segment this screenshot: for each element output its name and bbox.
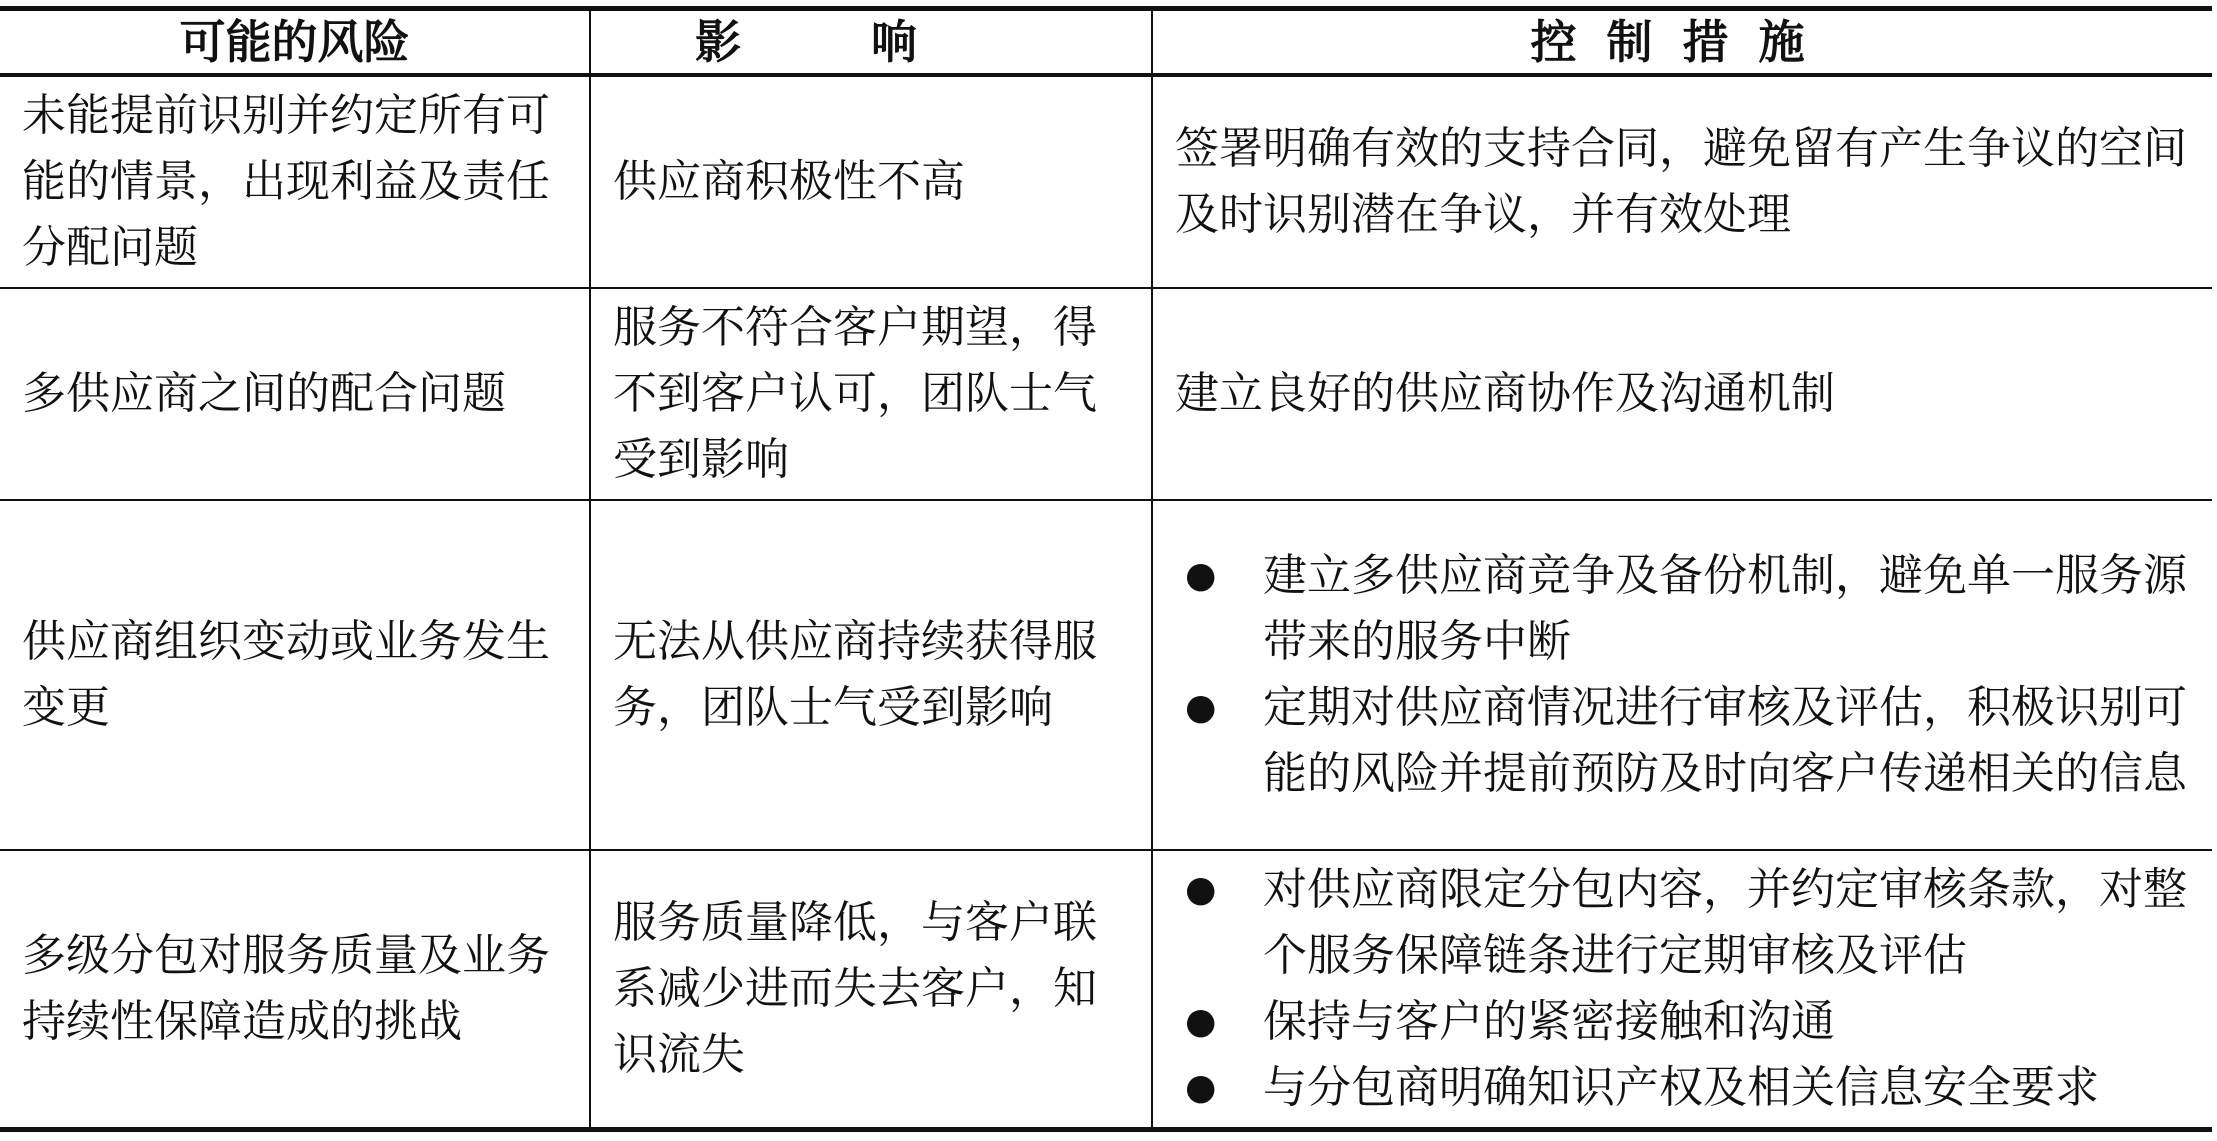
table-row: [0, 75, 2212, 288]
bullet-dot-icon: ●: [1185, 1067, 1217, 1108]
table-row: [0, 500, 2212, 850]
risk-cell: 多级分包对服务质量及业务持续性保障造成的挑战: [0, 850, 590, 1130]
list-item: [1175, 857, 2190, 989]
list-item: [1175, 675, 2190, 807]
bullet-dot-icon: ●: [1185, 687, 1217, 728]
control-cell: 建立良好的供应商协作及沟通机制: [1152, 288, 2212, 500]
control-cell: [1152, 850, 2212, 1130]
list-item-text: 保持与客户的紧密接触和沟通: [1263, 996, 1835, 1047]
table-header-row: [0, 9, 2212, 76]
impact-cell: 服务质量降低，与客户联系减少进而失去客户，知识流失: [590, 850, 1152, 1130]
risk-cell: 供应商组织变动或业务发生变更: [0, 500, 590, 850]
list-item-text: 与分包商明确知识产权及相关信息安全要求: [1263, 1062, 2099, 1113]
header-impact: 影响: [590, 9, 1152, 76]
list-item: [1175, 989, 2190, 1055]
header-risk: 可能的风险: [0, 9, 590, 76]
bullet-dot-icon: ●: [1185, 555, 1217, 596]
risk-cell: 多供应商之间的配合问题: [0, 288, 590, 500]
control-cell: 签署明确有效的支持合同，避免留有产生争议的空间及时识别潜在争议，并有效处理: [1152, 75, 2212, 288]
impact-cell: 服务不符合客户期望，得不到客户认可，团队士气受到影响: [590, 288, 1152, 500]
list-item-text: 定期对供应商情况进行审核及评估，积极识别可能的风险并提前预防及时向客户传递相关的信息: [1263, 682, 2187, 799]
list-item: [1175, 543, 2190, 675]
table-row: [0, 850, 2212, 1130]
bullet-dot-icon: ●: [1185, 1001, 1217, 1042]
list-item-text: 对供应商限定分包内容，并约定审核条款，对整个服务保障链条进行定期审核及评估: [1263, 864, 2187, 981]
control-list: [1175, 857, 2190, 1121]
impact-cell: 供应商积极性不高: [590, 75, 1152, 288]
list-item-text: 建立多供应商竞争及备份机制，避免单一服务源带来的服务中断: [1263, 550, 2187, 667]
table-row: [0, 288, 2212, 500]
risk-cell: 未能提前识别并约定所有可能的情景，出现利益及责任分配问题: [0, 75, 590, 288]
control-list: [1175, 543, 2190, 807]
list-item: [1175, 1055, 2190, 1121]
bullet-dot-icon: ●: [1185, 869, 1217, 910]
control-cell: [1152, 500, 2212, 850]
header-control: 控制措施: [1152, 9, 2212, 76]
risk-control-table: [0, 6, 2212, 1132]
impact-cell: 无法从供应商持续获得服务，团队士气受到影响: [590, 500, 1152, 850]
